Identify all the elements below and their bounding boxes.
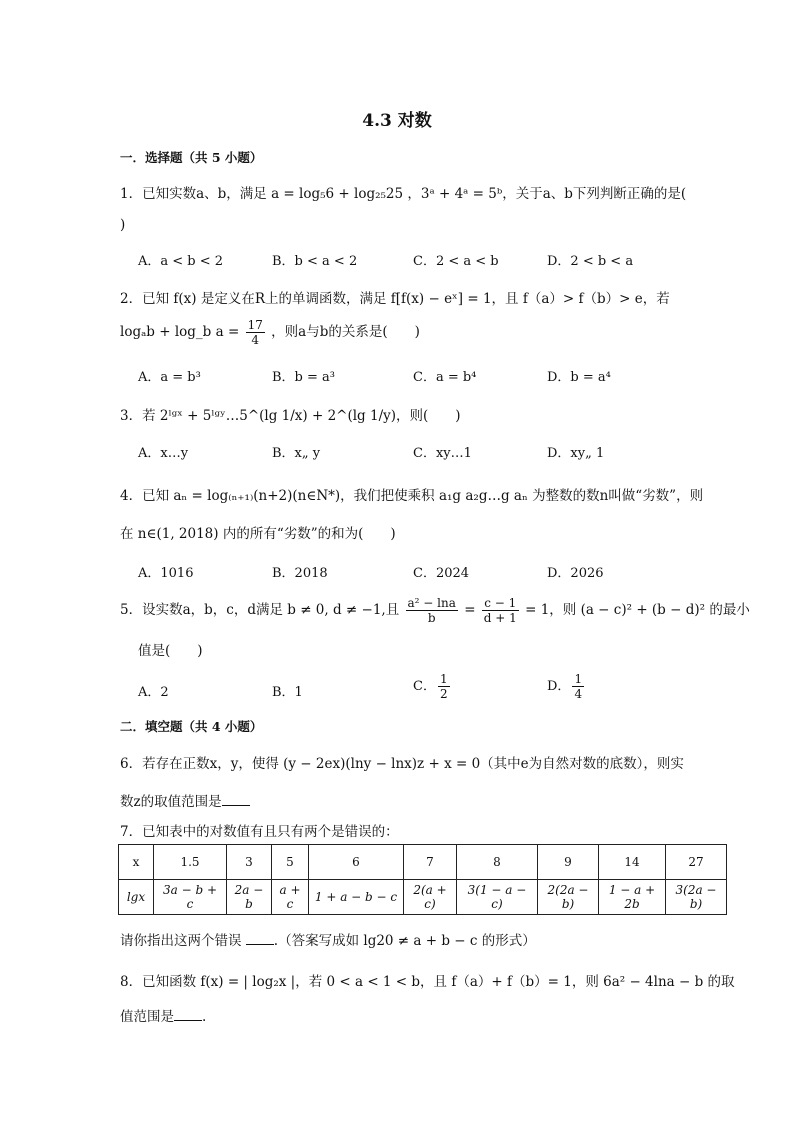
q3-option-a: A．x…y [138, 446, 189, 461]
table-cell: 1 − a + 2b [599, 880, 666, 915]
table-cell: a + c [272, 880, 309, 915]
q7-instruction: 请你指出这两个错误 [120, 933, 242, 949]
q5-fraction-right [482, 596, 519, 625]
table-row-lgx [119, 880, 727, 915]
q5-option-d-fraction [572, 672, 584, 701]
q1-option-a: A．a < b < 2 [138, 254, 224, 269]
q1-option-b: B．b < a < 2 [272, 254, 358, 269]
q5-option-c-fraction [438, 672, 450, 701]
q2-question-tail: ，则a与b的关系是( ) [271, 324, 420, 340]
q4-option-c: C．2024 [413, 566, 470, 581]
q2-option-d: D．b = a⁴ [547, 370, 611, 385]
q5-option-b: B．1 [272, 685, 303, 700]
question-7-text: 7．已知表中的对数值有且只有两个是错误的： [120, 824, 399, 840]
q3-option-c: C．xy…1 [413, 446, 472, 461]
q5-fraction-right-denominator: d + 1 [483, 611, 517, 625]
table-cell: 5 [272, 845, 309, 880]
table-cell: 7 [404, 845, 457, 880]
question-5-text-cont: 值是( ) [138, 643, 203, 659]
table-cell: 14 [599, 845, 666, 880]
q8-period: . [202, 1009, 207, 1025]
q5-fraction-right-numerator: c − 1 [482, 596, 519, 611]
q5-option-d-numerator: 1 [574, 672, 583, 686]
question-4-text: 4．已知 aₙ = log₍ₙ₊₁₎(n+2)(n∈N*)，我们把使乘积 a₁g a₂g…g aₙ 为整数的数n叫做“劣数”，则 [120, 488, 704, 504]
q5-fraction-left-denominator: b [427, 611, 436, 625]
table-cell: lgx [119, 880, 154, 915]
q5-option-c [413, 672, 452, 701]
q5-fraction-left [406, 596, 458, 625]
q6-text-end: 数z的取值范围是 [120, 794, 222, 810]
question-4-text-cont: 在 n∈(1, 2018) 内的所有“劣数”的和为( ) [120, 526, 396, 542]
q2-fraction-numerator: 17 [247, 318, 263, 332]
table-cell: 3a − b + c [154, 880, 227, 915]
q7-answer-blank[interactable] [246, 932, 274, 945]
q2-option-c: C．a = b⁴ [413, 370, 477, 385]
q7-format-hint: .（答案写成如 lg20 ≠ a + b − c 的形式） [273, 933, 536, 949]
q3-option-b: B．x„ y [272, 446, 321, 461]
q3-option-d: D．xy„ 1 [547, 446, 605, 461]
table-cell: 3(2a − b) [666, 880, 727, 915]
q5-text-end: = 1，则 (a − c)² + (b − d)² 的最小 [525, 602, 750, 618]
q4-option-b: B．2018 [272, 566, 328, 581]
q1-option-c: C．2 < a < b [413, 254, 499, 269]
table-cell: 2(2a − b) [538, 880, 599, 915]
question-8-text: 8．已知函数 f(x) = | log₂x |，若 0 < a < 1 < b，且 f（a）+ f（b）= 1，则 6a² − 4lna − b 的取 [120, 974, 735, 990]
table-row-x [119, 845, 727, 880]
table-cell: 1.5 [154, 845, 227, 880]
table-cell: 1 + a − b − c [309, 880, 404, 915]
question-5-text [120, 596, 750, 625]
section-heading-choice: 一．选择题（共 5 小题） [120, 150, 263, 165]
question-8-text-cont [120, 1005, 206, 1025]
table-cell: 3(1 − a − c) [457, 880, 538, 915]
question-2-text-cont [120, 318, 420, 347]
question-7-text-cont [120, 929, 536, 949]
q4-option-a: A．1016 [138, 566, 194, 581]
question-1-text: 1．已知实数a、b，满足 a = log₅6 + log₂₅25 ，3ᵃ + 4ᵃ = 5ᵇ，关于a、b下列判断正确的是( [120, 186, 687, 202]
table-cell: 2(a + c) [404, 880, 457, 915]
q2-fraction [246, 318, 265, 347]
table-cell: 27 [666, 845, 727, 880]
q5-text-start: 5．设实数a，b，c，d满足 b ≠ 0, d ≠ −1,且 [120, 602, 400, 618]
q5-option-a: A．2 [138, 685, 169, 700]
q2-option-a: A．a = b³ [138, 370, 201, 385]
table-cell: 3 [227, 845, 272, 880]
section-heading-fill: 二．填空题（共 4 小题） [120, 719, 263, 734]
table-cell: 6 [309, 845, 404, 880]
q5-option-d [547, 672, 586, 701]
q8-text-end: 值范围是 [120, 1009, 174, 1025]
q2-log-expression: logₐb + log_b a = [120, 324, 240, 340]
q4-option-d: D．2026 [547, 566, 604, 581]
q5-equals: = [464, 602, 476, 618]
q2-fraction-denominator: 4 [251, 333, 260, 347]
log-value-table [118, 844, 727, 915]
q2-option-b: B．b = a³ [272, 370, 335, 385]
question-6-text: 6．若存在正数x，y，使得 (y − 2ex)(lny − lnx)z + x = 0（其中e为自然对数的底数），则实 [120, 756, 684, 772]
q1-option-d: D．2 < b < a [547, 254, 634, 269]
q5-option-d-denominator: 4 [574, 687, 583, 701]
q8-answer-blank[interactable] [174, 1008, 202, 1021]
table-cell: 2a − b [227, 880, 272, 915]
q5-fraction-left-numerator: a² − lna [407, 596, 456, 610]
question-3-text: 3．若 2ˡᵍˣ + 5ˡᵍʸ…5^(lg 1/x) + 2^(lg 1/y)，则( ) [120, 408, 461, 424]
q5-option-c-numerator: 1 [439, 672, 448, 686]
q6-answer-blank[interactable] [222, 793, 250, 806]
table-cell: 9 [538, 845, 599, 880]
q5-option-d-label: D． [547, 679, 571, 694]
q5-option-c-label: C． [413, 679, 436, 694]
page-title: 4.3 对数 [362, 111, 432, 131]
question-2-text: 2．已知 f(x) 是定义在R上的单调函数，满足 f[f(x) − eˣ] = 1，且 f（a）> f（b）> e，若 [120, 291, 670, 307]
question-1-text-cont: ) [120, 217, 126, 233]
q5-option-c-denominator: 2 [439, 687, 448, 701]
table-cell: 8 [457, 845, 538, 880]
question-6-text-cont [120, 790, 250, 810]
table-cell: x [119, 845, 154, 880]
